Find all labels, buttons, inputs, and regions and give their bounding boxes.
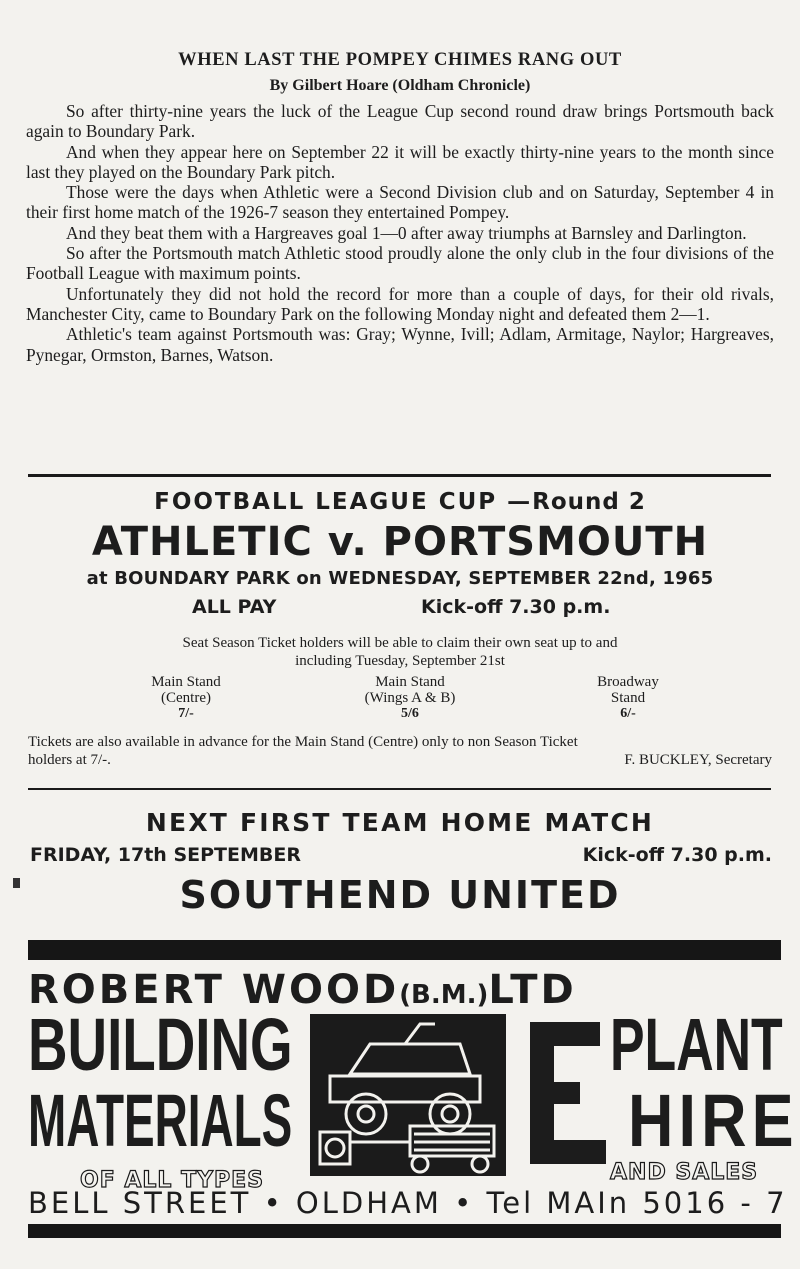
cup-kickoff: Kick-off 7.30 p.m. bbox=[421, 596, 611, 618]
next-match-details bbox=[28, 840, 772, 870]
next-match-kickoff: Kick-off 7.30 p.m. bbox=[582, 844, 772, 866]
dumper-truck-icon bbox=[310, 1014, 506, 1176]
secretary-signoff: F. BUCKLEY, Secretary bbox=[624, 752, 772, 768]
all-pay-label: ALL PAY bbox=[192, 596, 277, 618]
article-byline: By Gilbert Hoare (Oldham Chronicle) bbox=[269, 77, 531, 94]
article-body bbox=[26, 101, 774, 365]
stand-detail: (Wings A & B) bbox=[364, 690, 456, 706]
stand-main-wings bbox=[330, 674, 490, 722]
tickets-end-text: holders at 7/-. bbox=[28, 752, 111, 768]
stand-prices bbox=[28, 674, 772, 730]
advance-tickets-end bbox=[28, 752, 772, 772]
advert-plant: PLANT bbox=[610, 1003, 783, 1086]
article-paragraph: And when they appear here on September 22 it will be exactly thirty-nine years to the month since last they played on the Boundary Park pitch. bbox=[26, 141, 774, 182]
print-smudge bbox=[13, 878, 20, 888]
cup-fixture bbox=[28, 486, 772, 772]
article-paragraph: So after the Portsmouth match Athletic stood proudly alone the only club in the four divisions of the Football League with maximum points. bbox=[26, 243, 774, 284]
company-name: ROBERT WOOD bbox=[28, 967, 400, 1013]
advert-tag-all-types: OF ALL TYPES bbox=[80, 1168, 265, 1193]
company-suffix: (B.M.) bbox=[399, 980, 489, 1010]
stand-name: Broadway bbox=[597, 674, 659, 690]
advance-tickets-note: Tickets are also available in advance for the Main Stand (Centre) only to non Season Ticket bbox=[28, 734, 578, 750]
article-paragraph: And they beat them with a Hargreaves goal 1—0 after away triumphs at Barnsley and Darlington. bbox=[66, 222, 747, 243]
cup-heading bbox=[28, 486, 772, 518]
stand-name: Main Stand bbox=[151, 674, 221, 690]
article-paragraph: Those were the days when Athletic were a Second Division club and on Saturday, September 4 in their first home match of the 1926-7 season they entertained Pompey. bbox=[26, 182, 774, 223]
season-note-line: including Tuesday, September 21st bbox=[295, 653, 505, 669]
article-paragraph: Athletic's team against Portsmouth was: Gray; Wynne, Ivill; Adlam, Armitage, Naylor; Hargreaves, Pynegar, Ormston, Barnes, Watson. bbox=[26, 324, 774, 365]
article bbox=[26, 50, 774, 365]
cup-venue: at BOUNDARY PARK on WEDNESDAY, SEPTEMBER 22nd, 1965 bbox=[86, 568, 714, 589]
next-match-heading: NEXT FIRST TEAM HOME MATCH bbox=[145, 808, 655, 837]
next-home-match bbox=[28, 806, 772, 920]
cup-dash: — bbox=[507, 489, 533, 515]
advert-tag-and-sales: AND SALES bbox=[610, 1160, 759, 1185]
ampersand-drawing bbox=[520, 1012, 610, 1172]
article-paragraph: So after thirty-nine years the luck of the League Cup second round draw brings Portsmouth back again to Boundary Park. bbox=[26, 101, 774, 142]
cup-teams: ATHLETIC v. PORTSMOUTH bbox=[91, 519, 709, 565]
season-ticket-note bbox=[28, 634, 772, 670]
article-paragraph: Unfortunately they did not hold the record for more than a couple of days, for their old rivals, Manchester City, came to Boundary Park on the following Monday night and defeated them 2—1. bbox=[26, 283, 774, 324]
next-match-date: FRIDAY, 17th SEPTEMBER bbox=[30, 844, 301, 866]
stand-price: 6/- bbox=[620, 706, 636, 721]
stand-main-centre bbox=[116, 674, 256, 722]
advert-building: BUILDING bbox=[28, 1003, 293, 1086]
season-note-line: Seat Season Ticket holders will be able to claim their own seat up to and bbox=[182, 635, 618, 651]
cup-competition: FOOTBALL LEAGUE CUP bbox=[154, 489, 498, 515]
advert-top-bar bbox=[28, 940, 781, 960]
stand-broadway bbox=[568, 674, 688, 722]
ampersand-icon bbox=[520, 1012, 610, 1172]
divider-rule bbox=[28, 474, 771, 477]
robert-wood-advert bbox=[28, 934, 799, 1244]
dumper-truck-drawing bbox=[310, 1014, 506, 1176]
stand-detail: Stand bbox=[610, 690, 646, 706]
cup-round: Round 2 bbox=[532, 489, 646, 515]
advert-bottom-bar bbox=[28, 1224, 781, 1238]
stand-detail: (Centre) bbox=[161, 690, 211, 706]
company-end: LTD bbox=[488, 967, 577, 1013]
next-match-opponent: SOUTHEND UNITED bbox=[179, 873, 621, 917]
advert-address: BELL STREET • OLDHAM • Tel MAIn 5016 - 7 bbox=[28, 1186, 788, 1220]
cup-pay-row bbox=[28, 592, 772, 626]
stand-price: 7/- bbox=[178, 706, 194, 721]
advert-materials: MATERIALS bbox=[28, 1079, 293, 1162]
article-title: WHEN LAST THE POMPEY CHIMES RANG OUT bbox=[178, 50, 622, 70]
stand-price: 5/6 bbox=[401, 706, 419, 721]
advert-hire: HIRE bbox=[628, 1079, 799, 1162]
divider-rule bbox=[28, 788, 771, 790]
stand-name: Main Stand bbox=[375, 674, 445, 690]
